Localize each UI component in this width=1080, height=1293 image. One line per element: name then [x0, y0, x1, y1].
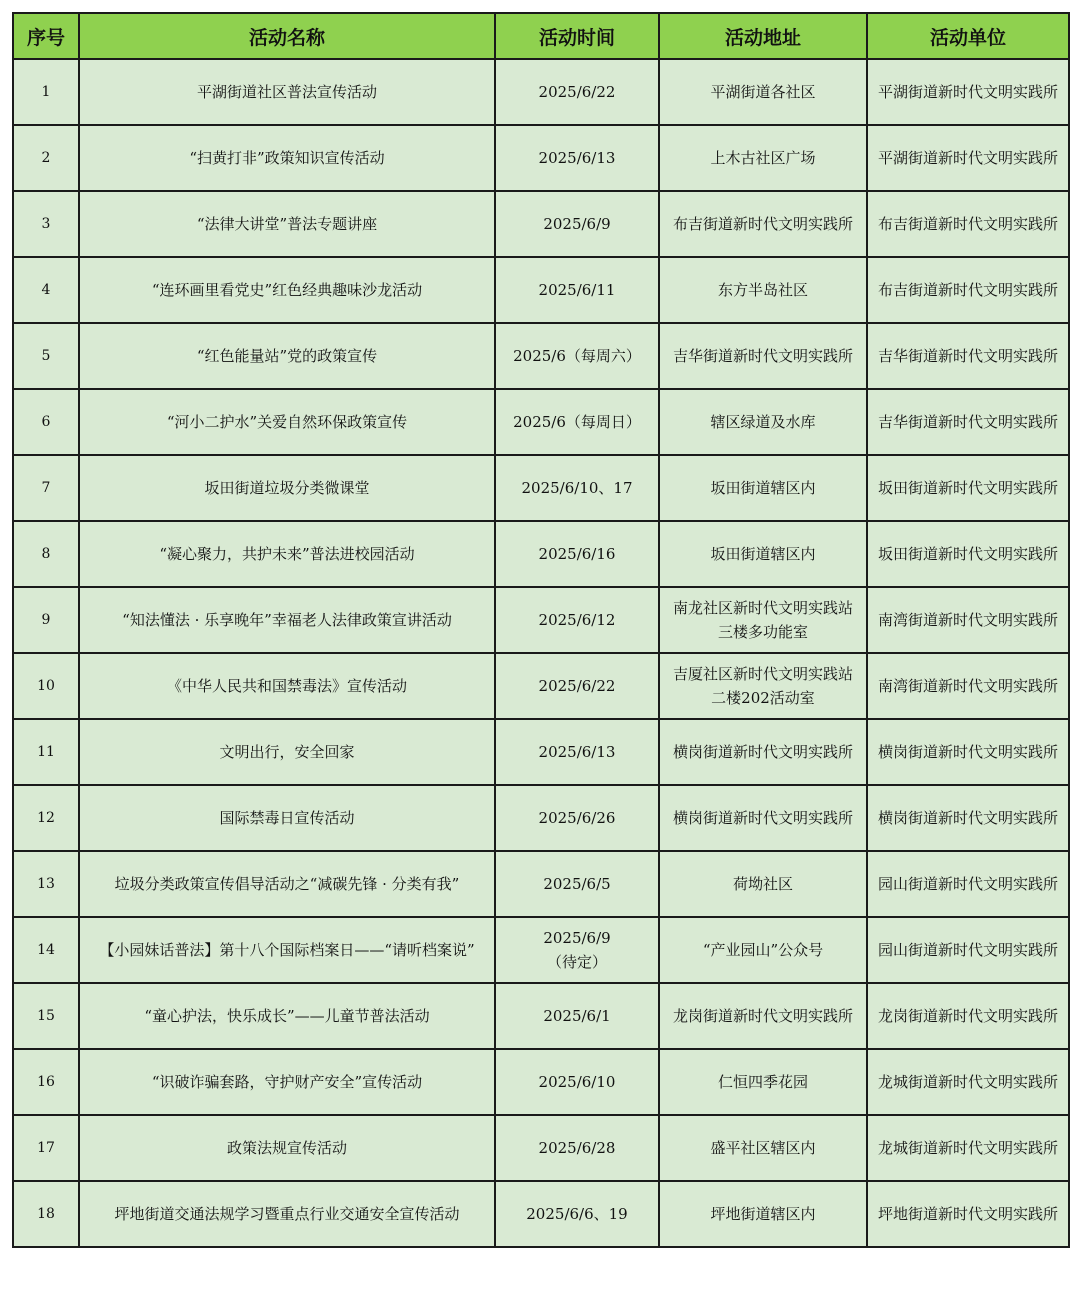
table-row — [13, 455, 1069, 521]
cell-activity-name: 垃圾分类政策宣传倡导活动之“减碳先锋 · 分类有我” — [79, 851, 495, 917]
cell-no: 12 — [13, 785, 79, 851]
cell-activity-name: “红色能量站”党的政策宣传 — [79, 323, 495, 389]
cell-activity-name: 坂田街道垃圾分类微课堂 — [79, 455, 495, 521]
cell-no: 17 — [13, 1115, 79, 1181]
cell-no: 14 — [13, 917, 79, 983]
cell-activity-name: 文明出行，安全回家 — [79, 719, 495, 785]
table-row — [13, 1115, 1069, 1181]
cell-activity-address: 辖区绿道及水库 — [659, 389, 867, 455]
cell-activity-time: 2025/6/9 — [495, 191, 659, 257]
cell-activity-time: 2025/6/10、17 — [495, 455, 659, 521]
cell-activity-name: “扫黄打非”政策知识宣传活动 — [79, 125, 495, 191]
cell-activity-address: 坪地街道辖区内 — [659, 1181, 867, 1247]
cell-no: 10 — [13, 653, 79, 719]
cell-activity-time: 2025/6（每周六） — [495, 323, 659, 389]
header-activity-name: 活动名称 — [79, 13, 495, 59]
cell-activity-address: 荷坳社区 — [659, 851, 867, 917]
table-row — [13, 521, 1069, 587]
cell-activity-address: 仁恒四季花园 — [659, 1049, 867, 1115]
cell-activity-name: 《中华人民共和国禁毒法》宣传活动 — [79, 653, 495, 719]
cell-activity-address: 横岗街道新时代文明实践所 — [659, 719, 867, 785]
cell-activity-address: 吉厦社区新时代文明实践站 二楼202活动室 — [659, 653, 867, 719]
table-row — [13, 983, 1069, 1049]
cell-activity-name: 政策法规宣传活动 — [79, 1115, 495, 1181]
cell-no: 7 — [13, 455, 79, 521]
cell-activity-name: “知法懂法 · 乐享晚年”幸福老人法律政策宣讲活动 — [79, 587, 495, 653]
activity-table — [12, 12, 1070, 1248]
cell-no: 8 — [13, 521, 79, 587]
cell-no: 1 — [13, 59, 79, 125]
cell-activity-address: 龙岗街道新时代文明实践所 — [659, 983, 867, 1049]
cell-activity-name: 平湖街道社区普法宣传活动 — [79, 59, 495, 125]
table-row — [13, 323, 1069, 389]
table-row — [13, 191, 1069, 257]
table-row — [13, 59, 1069, 125]
cell-no: 16 — [13, 1049, 79, 1115]
cell-no: 3 — [13, 191, 79, 257]
cell-activity-time: 2025/6/26 — [495, 785, 659, 851]
cell-activity-name: “连环画里看党史”红色经典趣味沙龙活动 — [79, 257, 495, 323]
table-row — [13, 389, 1069, 455]
cell-activity-time: 2025/6/12 — [495, 587, 659, 653]
cell-activity-time: 2025/6/10 — [495, 1049, 659, 1115]
cell-activity-unit: 横岗街道新时代文明实践所 — [867, 785, 1069, 851]
cell-activity-time: 2025/6/11 — [495, 257, 659, 323]
cell-activity-unit: 坪地街道新时代文明实践所 — [867, 1181, 1069, 1247]
cell-activity-time: 2025/6/5 — [495, 851, 659, 917]
cell-activity-time: 2025/6/13 — [495, 125, 659, 191]
header-row — [13, 13, 1069, 59]
table-row — [13, 257, 1069, 323]
cell-activity-unit: 平湖街道新时代文明实践所 — [867, 125, 1069, 191]
cell-no: 9 — [13, 587, 79, 653]
cell-activity-address: 坂田街道辖区内 — [659, 521, 867, 587]
cell-no: 4 — [13, 257, 79, 323]
cell-activity-unit: 吉华街道新时代文明实践所 — [867, 323, 1069, 389]
table-header — [13, 13, 1069, 59]
cell-no: 13 — [13, 851, 79, 917]
cell-activity-unit: 坂田街道新时代文明实践所 — [867, 455, 1069, 521]
cell-activity-name: “河小二护水”关爱自然环保政策宣传 — [79, 389, 495, 455]
cell-no: 5 — [13, 323, 79, 389]
cell-no: 18 — [13, 1181, 79, 1247]
table-row — [13, 851, 1069, 917]
cell-activity-address: 平湖街道各社区 — [659, 59, 867, 125]
cell-activity-unit: 龙城街道新时代文明实践所 — [867, 1049, 1069, 1115]
cell-activity-unit: 南湾街道新时代文明实践所 — [867, 653, 1069, 719]
cell-activity-unit: 园山街道新时代文明实践所 — [867, 851, 1069, 917]
cell-activity-unit: 布吉街道新时代文明实践所 — [867, 257, 1069, 323]
table-row — [13, 587, 1069, 653]
header-activity-address: 活动地址 — [659, 13, 867, 59]
cell-activity-address: 南龙社区新时代文明实践站 三楼多功能室 — [659, 587, 867, 653]
cell-activity-unit: 坂田街道新时代文明实践所 — [867, 521, 1069, 587]
cell-activity-time: 2025/6/22 — [495, 59, 659, 125]
table-row — [13, 1181, 1069, 1247]
cell-activity-time: 2025/6/1 — [495, 983, 659, 1049]
cell-activity-unit: 南湾街道新时代文明实践所 — [867, 587, 1069, 653]
cell-activity-unit: 园山街道新时代文明实践所 — [867, 917, 1069, 983]
cell-activity-name: “法律大讲堂”普法专题讲座 — [79, 191, 495, 257]
table-row — [13, 785, 1069, 851]
cell-activity-time: 2025/6/28 — [495, 1115, 659, 1181]
cell-activity-name: “凝心聚力，共护未来”普法进校园活动 — [79, 521, 495, 587]
cell-activity-unit: 横岗街道新时代文明实践所 — [867, 719, 1069, 785]
cell-activity-name: “识破诈骗套路，守护财产安全”宣传活动 — [79, 1049, 495, 1115]
table-body — [13, 59, 1069, 1247]
cell-no: 15 — [13, 983, 79, 1049]
header-no: 序号 — [13, 13, 79, 59]
cell-activity-unit: 平湖街道新时代文明实践所 — [867, 59, 1069, 125]
cell-no: 6 — [13, 389, 79, 455]
cell-activity-unit: 吉华街道新时代文明实践所 — [867, 389, 1069, 455]
cell-activity-name: “童心护法，快乐成长”——儿童节普法活动 — [79, 983, 495, 1049]
cell-activity-address: 东方半岛社区 — [659, 257, 867, 323]
cell-activity-time: 2025/6/16 — [495, 521, 659, 587]
cell-activity-unit: 龙岗街道新时代文明实践所 — [867, 983, 1069, 1049]
cell-no: 11 — [13, 719, 79, 785]
cell-activity-unit: 布吉街道新时代文明实践所 — [867, 191, 1069, 257]
cell-activity-address: 布吉街道新时代文明实践所 — [659, 191, 867, 257]
cell-activity-time: 2025/6/6、19 — [495, 1181, 659, 1247]
cell-activity-address: 坂田街道辖区内 — [659, 455, 867, 521]
cell-activity-address: 吉华街道新时代文明实践所 — [659, 323, 867, 389]
header-activity-unit: 活动单位 — [867, 13, 1069, 59]
table-row — [13, 653, 1069, 719]
header-activity-time: 活动时间 — [495, 13, 659, 59]
cell-activity-time: 2025/6/13 — [495, 719, 659, 785]
cell-activity-time: 2025/6/22 — [495, 653, 659, 719]
table-row — [13, 917, 1069, 983]
cell-activity-address: 上木古社区广场 — [659, 125, 867, 191]
cell-activity-name: 坪地街道交通法规学习暨重点行业交通安全宣传活动 — [79, 1181, 495, 1247]
cell-activity-name: 【小园妹话普法】第十八个国际档案日——“请听档案说” — [79, 917, 495, 983]
cell-activity-unit: 龙城街道新时代文明实践所 — [867, 1115, 1069, 1181]
cell-activity-address: “产业园山”公众号 — [659, 917, 867, 983]
cell-activity-name: 国际禁毒日宣传活动 — [79, 785, 495, 851]
cell-activity-address: 盛平社区辖区内 — [659, 1115, 867, 1181]
cell-activity-address: 横岗街道新时代文明实践所 — [659, 785, 867, 851]
table-row — [13, 1049, 1069, 1115]
cell-activity-time: 2025/6/9 （待定） — [495, 917, 659, 983]
table-row — [13, 719, 1069, 785]
cell-activity-time: 2025/6（每周日） — [495, 389, 659, 455]
cell-no: 2 — [13, 125, 79, 191]
table-row — [13, 125, 1069, 191]
